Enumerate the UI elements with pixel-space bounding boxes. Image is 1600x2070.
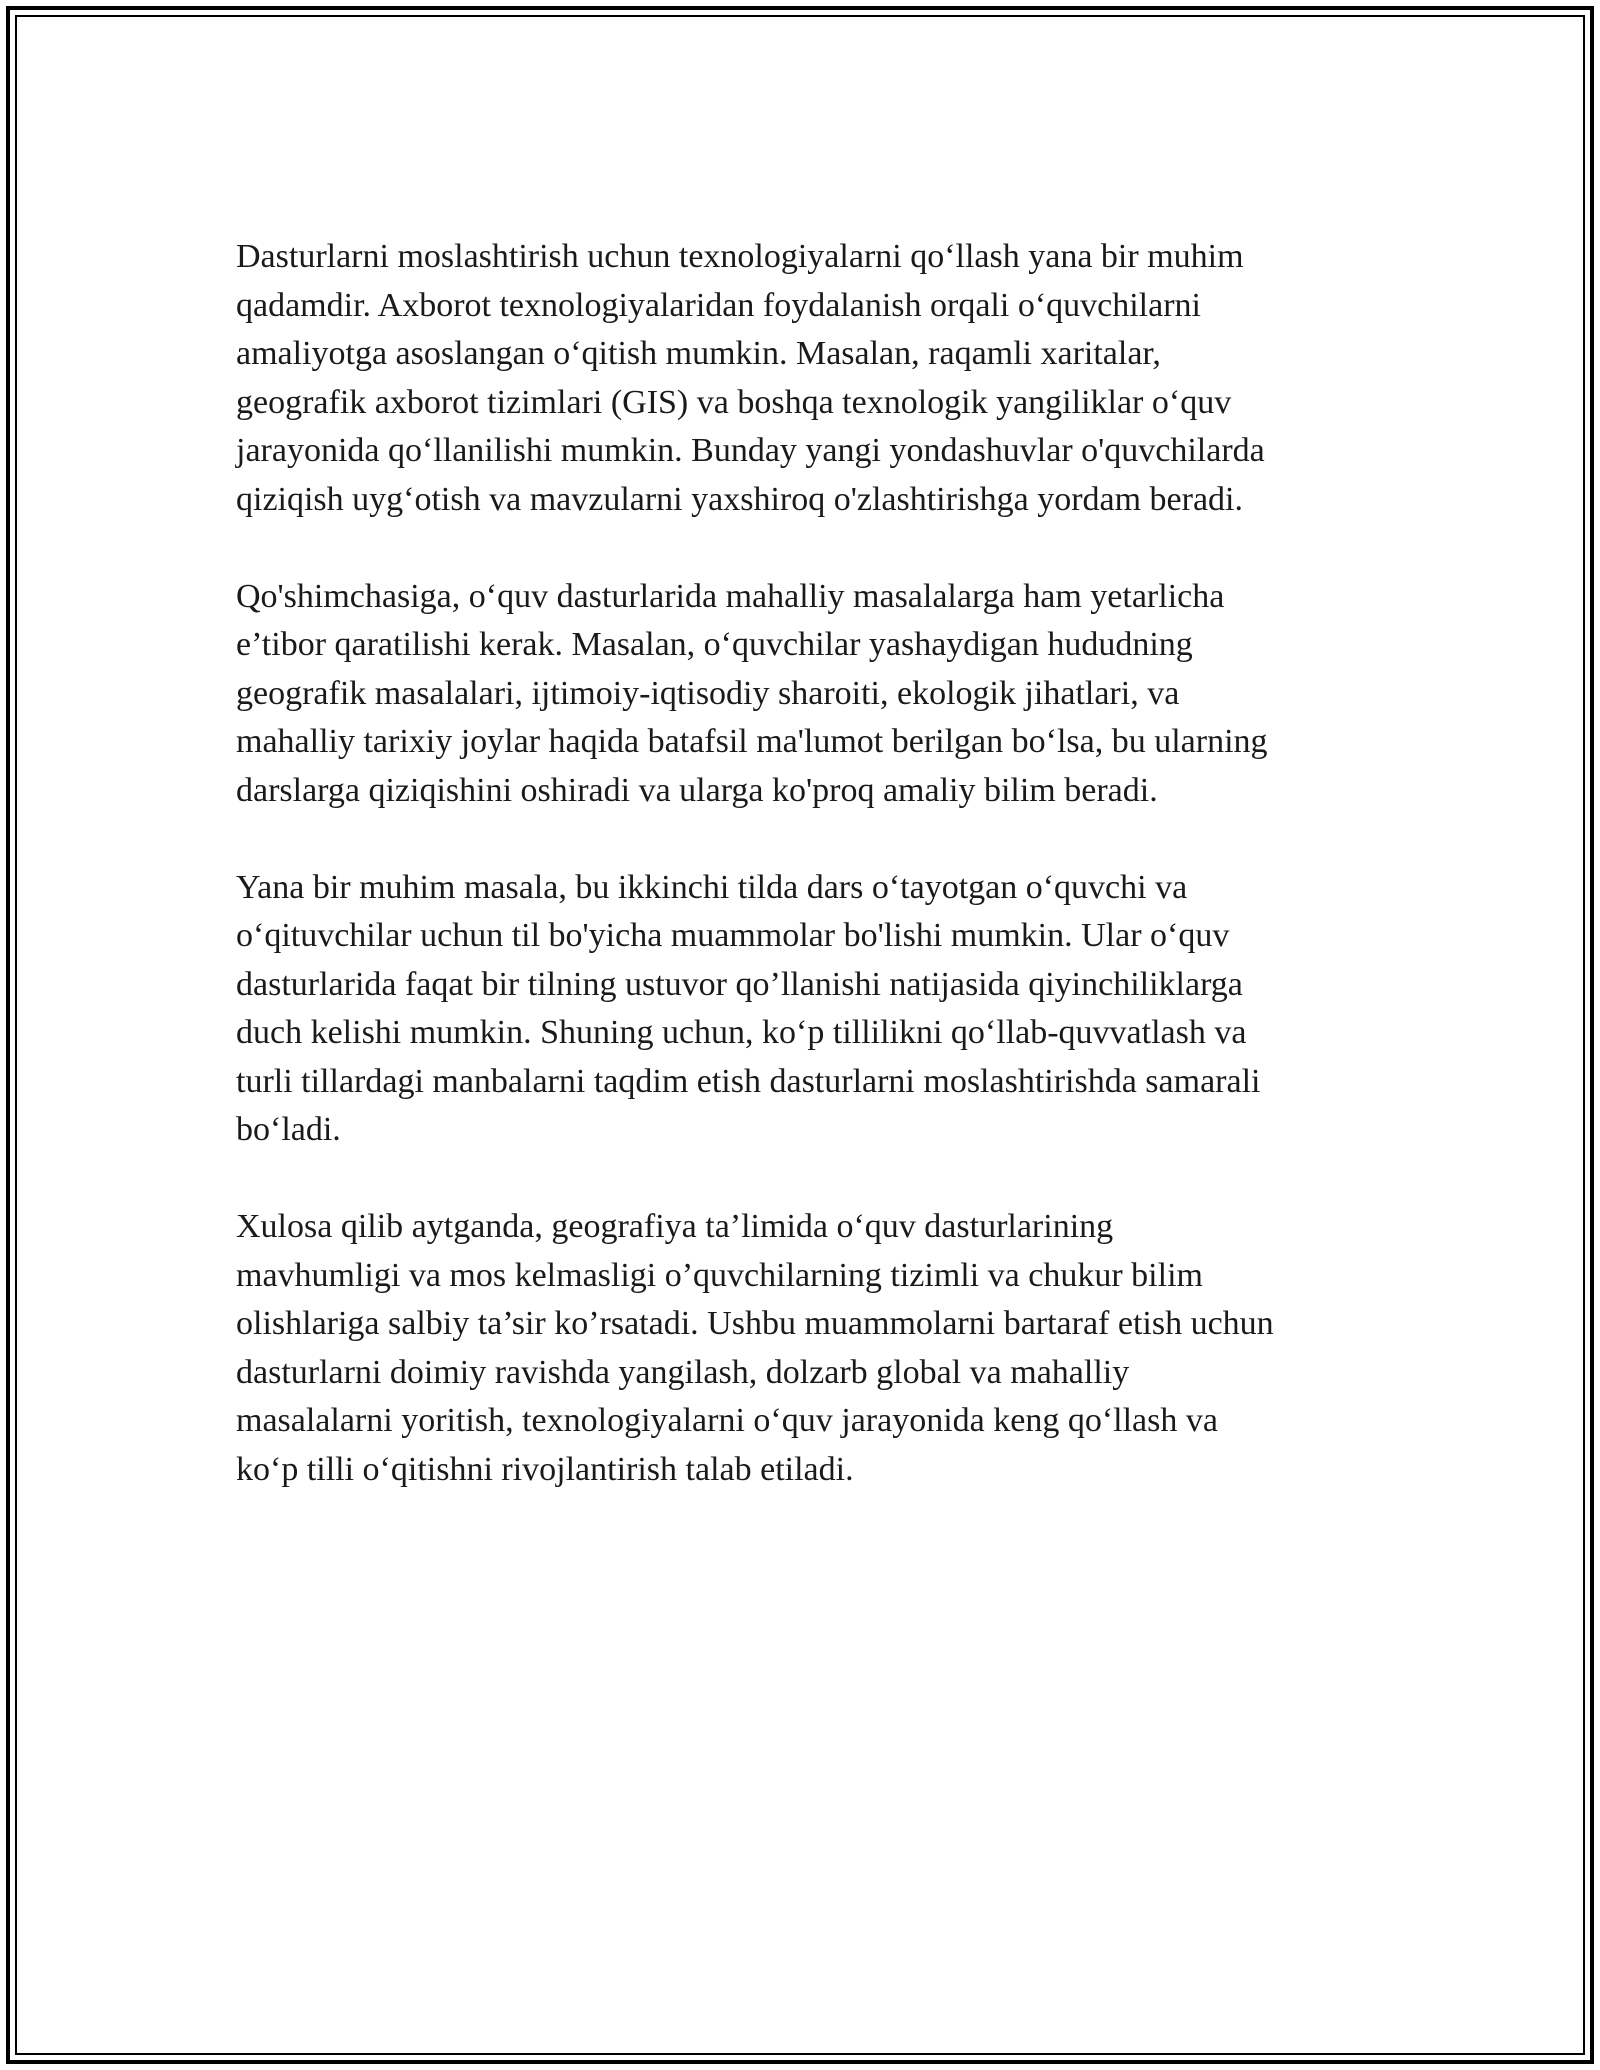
- text-line: mahalliy tarixiy joylar haqida batafsil ma'lumot berilgan bo‘lsa, bu ularning: [236, 723, 1268, 760]
- text-line: mavhumligi va mos kelmasligi o’quvchilarning tizimli va chukur bilim: [236, 1256, 1203, 1294]
- text-line: geografik masalalari, ijtimoiy-iqtisodiy sharoiti, ekologik jihatlari, va: [236, 674, 1180, 712]
- text-line: e’tibor qaratilishi kerak. Masalan, o‘quvchilar yashaydigan hududning: [236, 626, 1193, 663]
- paragraph-language: [236, 864, 1366, 1155]
- text-line: o‘qituvchilar uchun til bo'yicha muammolar bo'lishi mumkin. Ular o‘quv: [236, 917, 1230, 954]
- text-line: bo‘ladi.: [236, 1111, 341, 1148]
- document-body: [236, 233, 1366, 1494]
- text-line: amaliyotga asoslangan o‘qitish mumkin. Masalan, raqamli xaritalar,: [236, 335, 1161, 372]
- text-line: dasturlarida faqat bir tilning ustuvor qo’llanishi natijasida qiyinchiliklarga: [236, 965, 1243, 1003]
- text-line: jarayonida qo‘llanilishi mumkin. Bunday yangi yondashuvlar o'quvchilarda: [236, 432, 1265, 469]
- text-line: turli tillardagi manbalarni taqdim etish dasturlarni moslashtirishda samarali: [236, 1062, 1261, 1100]
- text-line: geografik axborot tizimlari (GIS) va boshqa texnologik yangiliklar o‘quv: [236, 383, 1232, 421]
- text-line: duch kelishi mumkin. Shuning uchun, ko‘p tillilikni qo‘llab-quvvatlash va: [236, 1014, 1247, 1051]
- text-line: darslarga qiziqishini oshiradi va ularga ko'proq amaliy bilim beradi.: [236, 771, 1158, 809]
- paragraph-conclusion: [236, 1203, 1366, 1494]
- text-line: qiziqish uyg‘otish va mavzularni yaxshiroq o'zlashtirishga yordam beradi.: [236, 480, 1244, 518]
- text-line: Dasturlarni moslashtirish uchun texnologiyalarni qo‘llash yana bir muhim: [236, 238, 1244, 275]
- text-line: Xulosa qilib aytganda, geografiya ta’limida o‘quv dasturlarining: [236, 1208, 1114, 1245]
- text-line: dasturlarni doimiy ravishda yangilash, dolzarb global va mahalliy: [236, 1353, 1130, 1391]
- text-line: masalalarni yoritish, texnologiyalarni o‘quv jarayonida keng qo‘llash va: [236, 1402, 1218, 1439]
- paragraph-local-issues: [236, 573, 1366, 816]
- paragraph-technology: [236, 233, 1366, 524]
- text-line: olishlariga salbiy ta’sir ko’rsatadi. Ushbu muammolarni bartaraf etish uchun: [236, 1305, 1274, 1342]
- text-line: ko‘p tilli o‘qitishni rivojlantirish talab etiladi.: [236, 1450, 854, 1488]
- text-line: Yana bir muhim masala, bu ikkinchi tilda dars o‘tayotgan o‘quvchi va: [236, 868, 1188, 906]
- text-line: qadamdir. Axborot texnologiyalaridan foydalanish orqali o‘quvchilarni: [236, 286, 1201, 324]
- text-line: Qo'shimchasiga, o‘quv dasturlarida mahalliy masalalarga ham yetarlicha: [236, 577, 1225, 615]
